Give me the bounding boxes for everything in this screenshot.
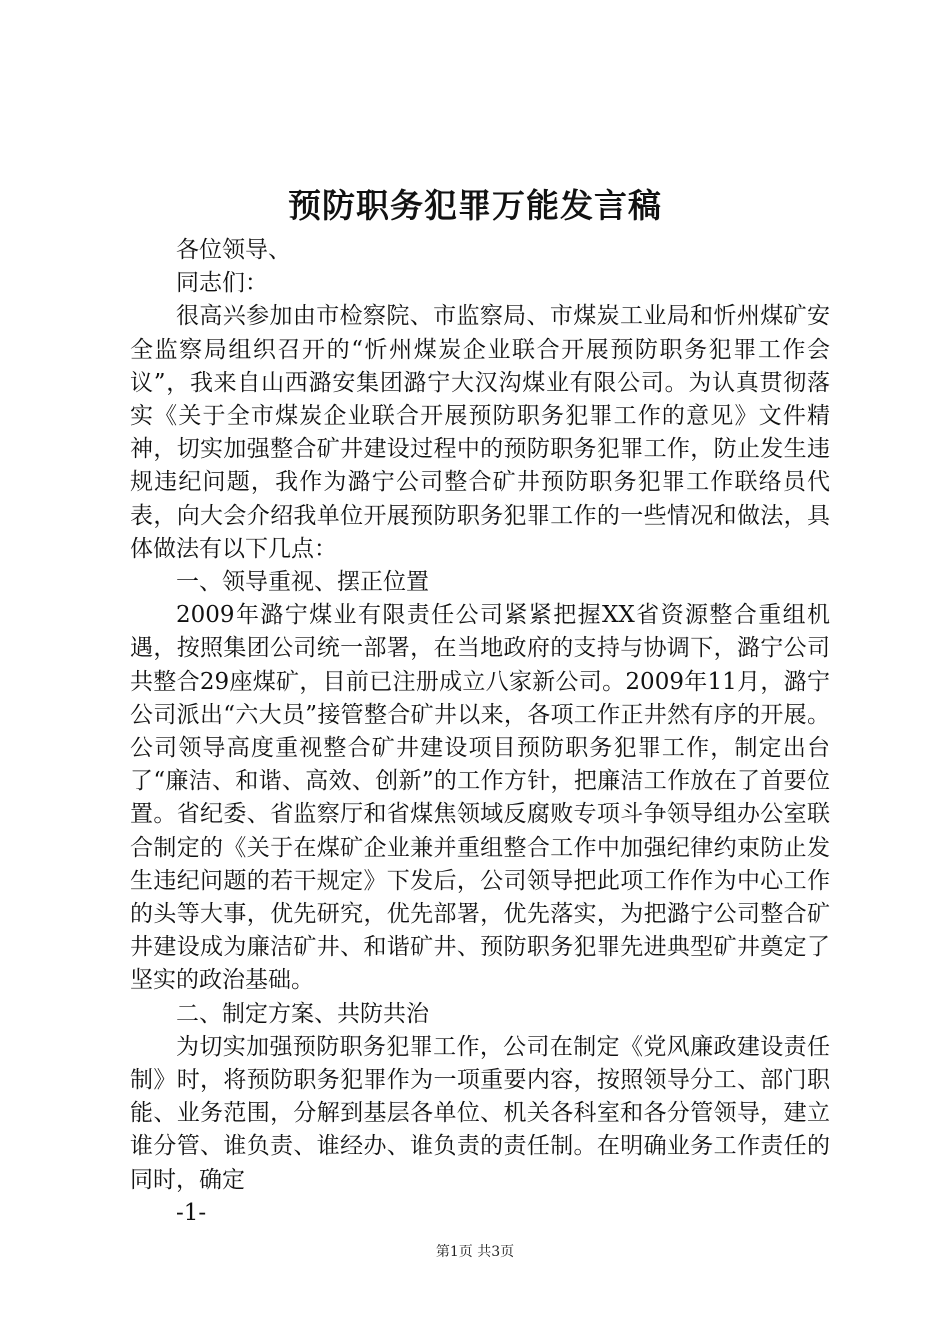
paragraph-section-2: 为切实加强预防职务犯罪工作，公司在制定《党风廉政建设责任制》时，将预防职务犯罪作为一项重要内容，按照领导分工、部门职能、业务范围，分解到基层各单位、机关各科室和各分管领导，建立谁分管、谁负责、谁经办、谁负责的责任制。在明确业务工作责任的同时，确定 xyxy=(130,1033,830,1193)
document-body xyxy=(130,234,830,1230)
section-heading-1: 一、领导重视、摆正位置 xyxy=(176,569,429,596)
salutation-line-2: 同志们： xyxy=(176,270,268,297)
salutation-line-1: 各位领导、 xyxy=(176,237,291,263)
section-heading-2: 二、制定方案、共防共治 xyxy=(176,1000,429,1027)
document-title: 预防职务犯罪万能发言稿 xyxy=(288,186,662,225)
inline-page-number: -1- xyxy=(176,1199,207,1226)
paragraph-section-1: 2009年潞宁煤业有限责任公司紧紧把握XX省资源整合重组机遇，按照集团公司统一部署，在当地政府的支持与协调下，潞宁公司共整合29座煤矿，目前已注册成立八家新公司。2009年11月，潞宁公司派出“六大员”接管整合矿井以来，各项工作正井然有序的开展。公司领导高度重视整合矿井建设项目预防职务犯罪工作，制定出台了“廉洁、和谐、高效、创新”的工作方针，把廉洁工作放在了首要位置。省纪委、省监察厅和省煤焦领域反腐败专项斗争领导组办公室联合制定的《关于在煤矿企业兼并重组整合工作中加强纪律约束防止发生违纪问题的若干规定》下发后，公司领导把此项工作作为中心工作的头等大事，优先研究，优先部署，优先落实，为把潞宁公司整合矿井建设成为廉洁矿井、和谐矿井、预防职务犯罪先进典型矿井奠定了坚实的政治基础。 xyxy=(130,602,830,994)
page-footer: 第1页 共3页 xyxy=(435,1244,515,1260)
paragraph-intro: 很高兴参加由市检察院、市监察局、市煤炭工业局和忻州煤矿安全监察局组织召开的“忻州煤炭企业联合开展预防职务犯罪工作会议”，我来自山西潞安集团潞宁大汉沟煤业有限公司。为认真贯彻落实《关于全市煤炭企业联合开展预防职务犯罪工作的意见》文件精神，切实加强整合矿井建设过程中的预防职务犯罪工作，防止发生违规违纪问题，我作为潞宁公司整合矿井预防职务犯罪工作联络员代表，向大会介绍我单位开展预防职务犯罪工作的一些情况和做法，具体做法有以下几点： xyxy=(130,303,830,562)
